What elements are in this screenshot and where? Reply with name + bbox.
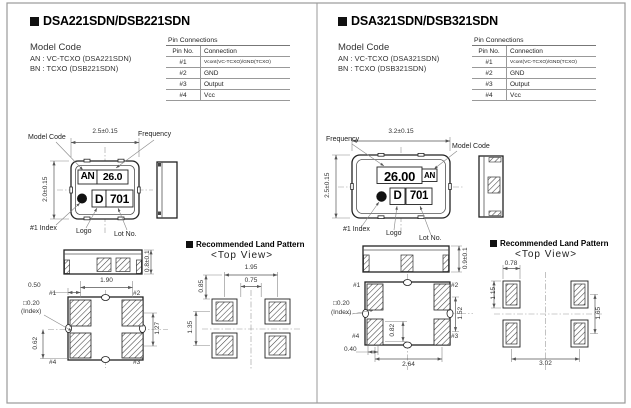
dim-label: 2.0±0.15 [41, 176, 49, 202]
pin-label: #2 [451, 282, 459, 289]
pad-3 [434, 319, 450, 345]
left-package-bottom-view [40, 281, 168, 368]
pin-label: #4 [352, 333, 360, 340]
section-marker-icon [338, 17, 347, 26]
table-row: #4 Vcc [472, 90, 596, 101]
left-pin-connections-table [166, 37, 290, 101]
table-row: #3 Output [166, 79, 290, 90]
dim-label: 0.62 [31, 336, 39, 350]
dim-label: 0.75 [244, 277, 258, 284]
marking-model-code: AN [424, 171, 435, 180]
model-code-line: AN : VC-TCXO (DSA221SDN) [30, 54, 132, 63]
pin-label: #1 [353, 282, 361, 289]
marking-logo: D [94, 192, 104, 206]
callout-model-code: Model Code [28, 134, 66, 141]
pad-2 [122, 300, 143, 326]
top-view-subtitle: <Top View> [211, 250, 274, 261]
marking-model-code: AN [80, 171, 95, 182]
right-model-code-block [338, 42, 439, 73]
index-label: (Index) [331, 309, 352, 316]
model-code-title: Model Code [30, 42, 82, 53]
dim-label: 1.35 [186, 320, 194, 334]
pad-1 [70, 300, 91, 326]
dim-label: 0.50 [28, 282, 41, 289]
right-land-pattern-header: Recommended Land Pattern [490, 239, 608, 248]
dim-label: 2.64 [402, 361, 415, 368]
left-land-pattern [193, 272, 300, 370]
callout-logo: Logo [386, 230, 402, 237]
pin-label: #1 [49, 290, 57, 297]
pad-2 [434, 284, 450, 310]
right-package-top-view [332, 137, 464, 235]
dim-label: 2.5±0.15 [323, 172, 331, 198]
section-marker-icon [490, 240, 497, 247]
right-pin-connections-table [472, 37, 596, 101]
index-label: (Index) [21, 308, 42, 315]
dim-label: 1.95 [244, 264, 258, 271]
left-package-front-view [64, 250, 154, 274]
pad-1 [367, 284, 383, 310]
dim-label: 1.90 [100, 277, 113, 284]
dim-label: 1.15 [489, 286, 497, 300]
dim-label: 0.85 [197, 279, 205, 293]
dim-label: 2.5±0.15 [92, 128, 118, 135]
pin-label: #3 [451, 333, 459, 340]
right-section-title: DSA321SDN/DSB321SDN [351, 14, 498, 28]
callout-lot-no: Lot No. [114, 231, 137, 238]
model-code-line: BN : TCXO (DSB321SDN) [338, 64, 427, 73]
dim-label: 0.82 [388, 323, 396, 337]
dim-label: 1.27 [153, 321, 161, 335]
pad-3 [122, 333, 143, 358]
marking-lot-no: 701 [409, 190, 429, 202]
dim-label: 1.52 [456, 306, 464, 320]
marking-frequency: 26.0 [102, 171, 123, 183]
table-row: #2 GND [166, 68, 290, 79]
dim-label: 0.9±0.1 [461, 247, 469, 270]
left-package-top-view [50, 138, 154, 233]
callout-logo: Logo [76, 228, 92, 235]
top-view-subtitle: <Top View> [515, 249, 578, 260]
model-code-line: BN : TCXO (DSB221SDN) [30, 64, 119, 73]
dim-label: 3.02 [539, 360, 552, 367]
marking-logo: D [393, 190, 402, 202]
left-land-pattern-header: Recommended Land Pattern [186, 240, 304, 249]
model-code-title: Model Code [338, 42, 390, 53]
pin-table-title: Pin Connections [474, 37, 524, 44]
left-section-title: DSA221SDN/DSB221SDN [43, 14, 190, 28]
dim-label: 3.2±0.15 [388, 128, 414, 135]
left-section-header [30, 14, 190, 28]
callout-pin1-index: #1 Index [343, 226, 370, 233]
table-row: #1 Vcont(VC-TCXO)/GND(TCXO) [166, 57, 290, 68]
section-marker-icon [186, 241, 193, 248]
table-row: #4 Vcc [166, 90, 290, 101]
table-header-row: Pin No. Connection [472, 46, 596, 57]
callout-lot-no: Lot No. [419, 235, 442, 242]
pin-table-title: Pin Connections [168, 37, 218, 44]
index-size-label: □0.20 [333, 300, 350, 307]
callout-model-code: Model Code [452, 143, 490, 150]
dim-label: 0.78 [504, 260, 518, 267]
marking-lot-no: 701 [109, 192, 130, 206]
pin-label: #2 [133, 290, 141, 297]
section-marker-icon [30, 17, 39, 26]
dim-label: 0.40 [344, 346, 357, 353]
table-row: #2 GND [472, 68, 596, 79]
model-code-line: AN : VC-TCXO (DSA321SDN) [338, 54, 440, 63]
callout-frequency: Frequency [138, 131, 172, 138]
callout-pin1-index: #1 Index [30, 225, 57, 232]
right-section-header [338, 14, 498, 28]
callout-frequency: Frequency [326, 136, 360, 143]
marking-frequency: 26.00 [383, 169, 416, 184]
right-package-front-view [363, 246, 462, 272]
table-row: #3 Output [472, 79, 596, 90]
right-package-side-view [479, 156, 503, 217]
pad-4 [367, 319, 383, 345]
left-package-side-view [157, 162, 177, 218]
dim-label: 1.65 [594, 306, 602, 320]
dim-label: 0.8±0.1 [143, 250, 151, 273]
pad-4 [70, 333, 91, 358]
left-model-code-block [30, 42, 131, 73]
right-land-pattern [491, 265, 602, 370]
table-row: #1 Vcont(VC-TCXO)/GND(TCXO) [472, 57, 596, 68]
table-header-row: Pin No. Connection [166, 46, 290, 57]
pin-label: #4 [49, 359, 57, 366]
index-size-label: □0.20 [23, 300, 40, 307]
pin1-index-dot [376, 191, 386, 201]
pin-label: #3 [133, 359, 141, 366]
pin1-index-dot [77, 194, 87, 204]
